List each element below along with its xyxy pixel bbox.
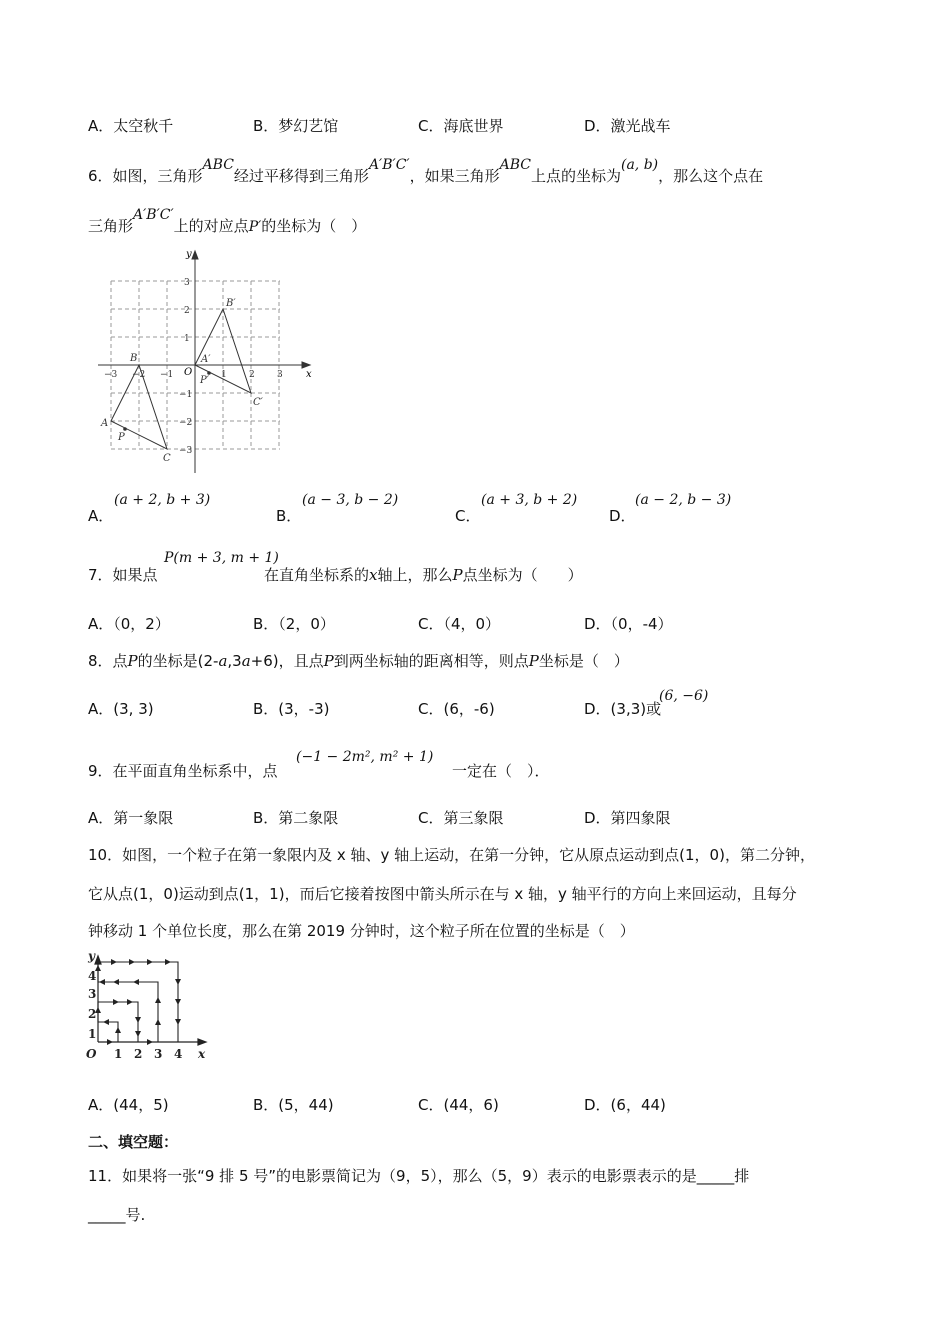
q7-option-a: A．（0，2） [88, 615, 170, 633]
q6-x-tick: −3 [104, 370, 118, 380]
q7-text3: 轴上，那么 [377, 566, 453, 584]
q10-stem-line1: 10．如图，一个粒子在第一象限内及 x 轴、y 轴上运动，在第一分钟，它从原点运动到点(1，0)，第二分钟， [88, 846, 815, 864]
q10-stem-line3: 钟移动 1 个单位长度，那么在第 2019 分钟时，这个粒子所在位置的坐标是（ ） [88, 922, 635, 940]
q10-option-c: C．(44，6) [418, 1096, 499, 1114]
q10-particle-figure [84, 950, 212, 1072]
section-heading-fill-in: 二、填空题： [88, 1133, 179, 1151]
q6-x-tick: −1 [160, 370, 174, 380]
q6-option-d-label: D． [609, 507, 636, 525]
q7-option-c: C．（4，0） [418, 615, 501, 633]
q10-y-tick: 1 [88, 1027, 97, 1041]
q7-text2: 在直角坐标系的 [264, 566, 370, 584]
q6-abc2: ABC [499, 157, 531, 173]
q6-l2b: 上的对应点 [173, 217, 249, 235]
q6-text3: ，如果三角形 [409, 167, 500, 185]
q7-option-b: B．（2，0） [253, 615, 335, 633]
q6-x-tick: 1 [221, 370, 227, 380]
q8-text6: 坐标是（ ） [538, 652, 629, 670]
q10-y-tick: 4 [88, 969, 97, 983]
q5-option-a: A．太空秋千 [88, 117, 174, 135]
q6-l2a: 三角形 [88, 217, 134, 235]
q5-option-c: C．海底世界 [418, 117, 504, 135]
q6-text5: ，那么这个点在 [658, 167, 764, 185]
q11-stem-line2: _____号. [88, 1206, 146, 1224]
q6-y-tick: 3 [184, 278, 190, 288]
q6-point-p [123, 427, 127, 431]
q10-axes [95, 956, 206, 1045]
q7-stem-a: 7．如果点 [88, 566, 158, 584]
q11-stem-line1: 11．如果将一张“9 排 5 号”的电影票简记为（9，5），那么（5，9）表示的电影票表示的是_____排 [88, 1167, 750, 1185]
q8-a1: a [218, 652, 228, 670]
q9-option-c: C．第三象限 [418, 809, 504, 827]
q6-abc: ABC [202, 157, 234, 173]
q6-y-tick: 1 [184, 334, 190, 344]
q7-expr: P(m + 3, m + 1) [164, 550, 279, 566]
q6-label-a-prime: A′ [201, 354, 211, 365]
q6-origin-label: O [184, 367, 193, 378]
q6-label-b-prime: B′ [226, 298, 236, 309]
q9-option-a: A．第一象限 [88, 809, 174, 827]
q8-text5: 到两坐标轴的距离相等，则点 [333, 652, 529, 670]
q6-y-tick: −1 [179, 390, 193, 400]
q6-option-b-expr: (a − 3, b − 2) [302, 492, 399, 508]
q8-text1: 8．点 [88, 652, 128, 670]
q5-option-d: D．激光战车 [584, 117, 671, 135]
q8-option-a: A．(3, 3) [88, 700, 154, 718]
q8-text3: ,3 [227, 652, 242, 670]
q6-y-axis-label: y [186, 249, 192, 260]
q6-option-c-label: C． [455, 507, 481, 525]
q8-option-c: C．(6，-6) [418, 700, 495, 718]
q6-x-tick: −2 [132, 370, 146, 380]
q8-stem [88, 651, 629, 671]
q6-option-a-expr: (a + 2, b + 3) [114, 492, 211, 508]
q8-a2: a [241, 652, 251, 670]
q6-label-a: A [101, 418, 109, 429]
q6-option-c-expr: (a + 3, b + 2) [481, 492, 578, 508]
q6-abc-prime2: A′B′C′ [133, 207, 174, 223]
q6-label-c-prime: C′ [253, 397, 263, 408]
q8-p3: P [528, 652, 539, 670]
q10-origin-label: O [86, 1047, 97, 1061]
q6-label-p-prime: P′ [200, 375, 209, 386]
q6-text4: 上点的坐标为 [530, 167, 621, 185]
q7-p: P [452, 566, 463, 584]
q8-option-d: D．(3,3)或 [584, 700, 662, 718]
q10-option-d: D．(6，44) [584, 1096, 666, 1114]
q8-text4: +6)，且点 [250, 652, 324, 670]
q6-stem-line1 [88, 157, 764, 187]
q6-abc-prime: A′B′C′ [368, 157, 410, 173]
q9-option-d: D．第四象限 [584, 809, 671, 827]
q6-l2c: 的坐标为（ ） [261, 217, 367, 235]
q10-x-tick: 3 [154, 1047, 163, 1061]
q7-text4: 点坐标为（ ） [462, 566, 583, 584]
q9-option-b: B．第二象限 [253, 809, 339, 827]
q8-text2: 的坐标是(2- [137, 652, 219, 670]
q7-stem-b [264, 565, 583, 585]
q8-p1: P [127, 652, 138, 670]
q6-x-tick: 2 [249, 370, 255, 380]
q9-stem-a: 9．在平面直角坐标系中，点 [88, 762, 278, 780]
q6-y-tick: 2 [184, 306, 190, 316]
q6-label-b: B [130, 353, 138, 364]
q10-option-a: A．(44，5) [88, 1096, 169, 1114]
q6-option-a-label: A． [88, 507, 114, 525]
q10-stem-line2: 它从点(1，0)运动到点(1，1)，而后它接着按图中箭头所示在与 x 轴，y 轴平行的方向上来回运动，且每分 [88, 885, 797, 903]
q10-option-b: B．(5，44) [253, 1096, 334, 1114]
q10-y-tick: 3 [88, 987, 97, 1001]
q6-label-c: C [163, 453, 171, 464]
q8-option-d-expr: (6, −6) [659, 688, 709, 704]
q10-y-axis-label: y [88, 950, 95, 963]
q10-x-tick: 4 [174, 1047, 183, 1061]
q10-y-tick: 2 [88, 1007, 97, 1021]
q10-x-tick: 1 [114, 1047, 123, 1061]
q7-x: x [369, 566, 378, 584]
q6-p-prime: P′ [248, 219, 262, 235]
q6-y-tick: −2 [179, 418, 193, 428]
q7-option-d: D．（0，-4） [584, 615, 673, 633]
q10-x-axis-label: x [198, 1047, 206, 1061]
q6-label-p: P [118, 432, 125, 443]
q8-p2: P [323, 652, 334, 670]
q8-option-b: B．(3，-3) [253, 700, 330, 718]
q6-stem-line2 [88, 207, 367, 237]
q6-option-d-expr: (a − 2, b − 3) [635, 492, 732, 508]
q6-x-axis-label: x [306, 369, 312, 380]
q10-x-tick: 2 [134, 1047, 143, 1061]
q9-stem-b: 一定在（ ）． [452, 762, 550, 780]
q6-y-tick: −3 [179, 446, 193, 456]
q5-option-b: B．梦幻艺馆 [253, 117, 339, 135]
q6-number: 6．如图，三角形 [88, 167, 203, 185]
q6-ab: (a, b) [621, 157, 659, 173]
q9-expr: (−1 − 2m², m² + 1) [296, 749, 434, 765]
q6-text2: 经过平移得到三角形 [233, 167, 369, 185]
q6-option-b-label: B． [276, 507, 302, 525]
q6-coordinate-figure [90, 245, 320, 475]
q6-x-tick: 3 [277, 370, 283, 380]
